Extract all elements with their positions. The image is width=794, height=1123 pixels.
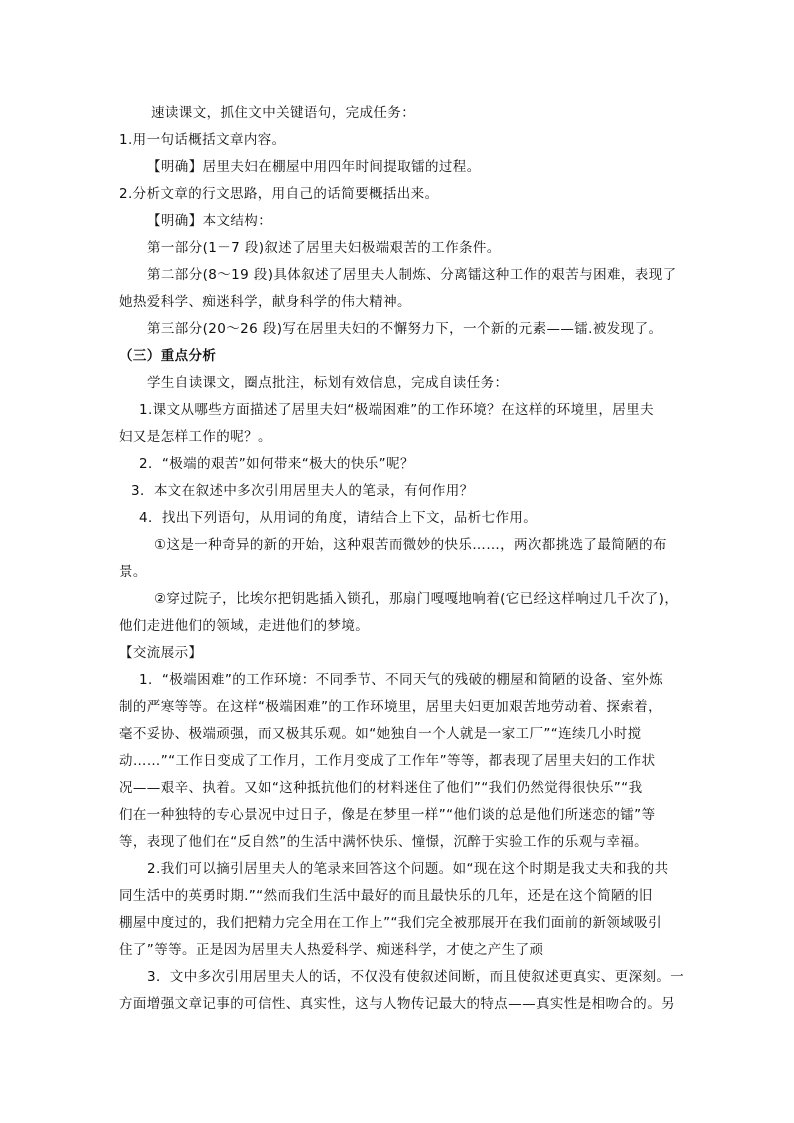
text-line: 1．“极端困难”的工作环境：不同季节、不同天气的残破的棚屋和简陋的设备、室外炼: [139, 672, 664, 688]
text-line: 毫不妥协、极端顽强，而又极其乐观。如“她独自一个人就是一家工厂”“连续几小时搅: [119, 726, 642, 742]
text-line: ①这是一种奇异的新的开始，这种艰苦而微妙的快乐……，两次都挑选了最简陋的布: [154, 537, 667, 553]
text-line: 况——艰辛、执着。又如“这种抵抗他们的材料迷住了他们”“我们仍然觉得很快乐”“我: [119, 780, 643, 796]
text-line: 等，表现了他们在“反自然”的生活中满怀快乐、憧憬，沉醉于实验工作的乐观与幸福。: [119, 834, 649, 850]
text-line: ②穿过院子，比埃尔把钥匙插入锁孔，那扇门嘎嘎地响着(它已经这样响过几千次了)，: [154, 591, 679, 607]
text-line: 方面增强文章记事的可信性、真实性，这与人物传记最大的特点——真实性是相吻合的。另: [119, 996, 675, 1012]
text-line: 们在一种独特的专心景况中过日子，像是在梦里一样”“他们谈的总是他们所迷恋的镭”等: [119, 807, 656, 823]
text-line: 制的严寒等等。在这样“极端困难”的工作环境里，居里夫妇更加艰苦地劳动着、探索着，: [119, 699, 662, 715]
text-line: 【明确】居里夫妇在棚屋中用四年时间提取镭的过程。: [147, 159, 481, 175]
text-line: 第三部分(20～26 段)写在居里夫妇的不懈努力下，一个新的元素——镭.被发现了。: [147, 321, 663, 337]
text-line: 3．文中多次引用居里夫人的话，不仅没有使叙述间断，而且使叙述更真实、更深刻。一: [147, 969, 685, 985]
section-heading: （三）重点分析: [119, 348, 217, 364]
text-line: 妇又是怎样工作的呢？。: [119, 429, 272, 445]
section-heading: 【交流展示】: [119, 645, 203, 661]
text-line: 速读课文，抓住文中关键语句，完成任务：: [151, 105, 416, 121]
text-line: 她热爱科学、痴迷科学，献身科学的伟大精神。: [119, 294, 411, 310]
text-line: 棚屋中度过的，我们把精力完全用在工作上”“我们完全被那展开在我们面前的新领域吸引: [119, 915, 662, 931]
text-line: 他们走进他们的领域，走进他们的梦境。: [119, 618, 370, 634]
text-line: 2.分析文章的行文思路，用自己的话简要概括出来。: [119, 186, 439, 202]
text-line: 1.课文从哪些方面描述了居里夫妇“极端困难”的工作环境？在这样的环境里，居里夫: [139, 402, 654, 418]
text-line: 第一部分(1－7 段)叙述了居里夫妇极端艰苦的工作条件。: [147, 240, 501, 256]
text-line: 2．“极端的艰苦”如何带来“极大的快乐”呢？: [139, 456, 414, 472]
text-line: 动……”“工作日变成了工作月，工作月变成了工作年”等等，都表现了居里夫妇的工作状: [119, 753, 656, 769]
text-line: 2.我们可以摘引居里夫人的笔录来回答这个问题。如“现在这个时期是我丈夫和我的共: [147, 861, 669, 877]
text-line: 学生自读课文，圈点批注，标划有效信息，完成自读任务：: [147, 375, 509, 391]
text-line: 住了”等等。正是因为居里夫人热爱科学、痴迷科学，才使之产生了顽: [119, 942, 544, 958]
text-line: 3．本文在叙述中多次引用居里夫人的笔录，有何作用？: [131, 483, 474, 499]
text-line: 4．找出下列语句，从用词的角度，请结合上下文，品析七作用。: [139, 510, 538, 526]
text-line: 景。: [119, 564, 147, 580]
text-line: 第二部分(8～19 段)具体叙述了居里夫人制炼、分离镭这种工作的艰苦与困难，表现了: [147, 267, 677, 283]
text-line: 【明确】本文结构：: [147, 213, 273, 229]
text-line: 1.用一句话概括文章内容。: [119, 132, 286, 148]
text-line: 同生活中的英勇时期.”“然而我们生活中最好的而且最快乐的几年，还是在这个简陋的旧: [119, 888, 653, 904]
